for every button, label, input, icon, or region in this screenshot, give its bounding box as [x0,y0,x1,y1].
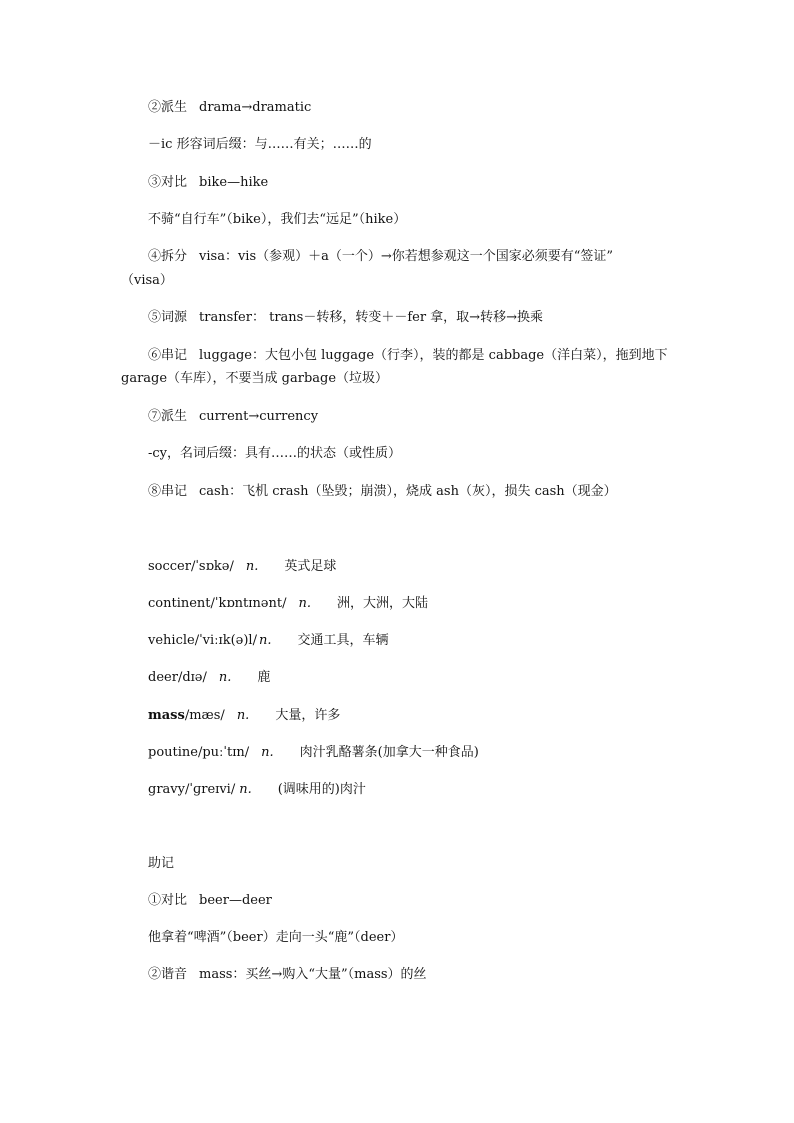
vocab-pos: n. [258,633,272,648]
vocab-pos: n. [261,745,274,760]
aid-tag: ②谐音 [148,967,188,982]
aid-text: －ic 形容词后缀：与……有关；……的 [148,137,372,152]
aid-compare-beer [148,893,272,909]
vocab-word: gravy [148,782,185,797]
vocab-meaning: 洲，大洲，大陆 [337,596,429,611]
aid-derivation-current [148,409,318,425]
vocab-entry [148,670,270,686]
aid-text: -cy，名词后缀：具有……的状态（或性质） [148,446,402,461]
vocab-word: vehicle [148,633,195,648]
aid-tag: ③对比 [148,175,188,190]
aid-etymology-transfer [148,310,543,326]
vocab-meaning: 鹿 [257,670,271,685]
vocab-phonetic: /ˈɡreɪvi/ [184,782,236,797]
vocab-phonetic: /ˈkɒntɪnənt/ [210,596,287,611]
aid-text: transfer： trans－转移，转变＋－fer 拿，取→转移→换乘 [199,310,543,325]
aid-text: cash：飞机 crash（坠毁；崩溃），烧成 ash（灰），损失 cash（现金） [199,484,617,499]
aid-text: mass：买丝→购入“大量”（mass）的丝 [199,967,427,982]
section-heading-memory-aids: 助记 [148,856,175,871]
aid-derivation-drama [148,100,311,116]
vocab-entry [148,559,336,575]
vocab-phonetic: /mæs/ [184,708,225,723]
aid-split-visa-cont [121,273,173,289]
aid-tag: ⑦派生 [148,409,188,424]
aid-chain-cash [148,484,617,500]
aid-text: luggage：大包小包 luggage（行李），装的都是 cabbage（洋白菜），拖到地下 [199,348,668,363]
vocab-phonetic: /ˈsɒkə/ [190,559,234,574]
aid-tag: ⑥串记 [148,348,188,363]
aid-compare-bike [148,175,268,191]
aid-text: current→currency [199,409,319,424]
vocab-word: mass [148,708,185,723]
vocab-pos: n. [245,559,259,574]
vocab-meaning: 交通工具，车辆 [297,633,389,648]
vocab-phonetic: /ˈviːɪk(ə)l/ [194,633,257,648]
vocab-pos: n. [236,708,250,723]
aid-text: bike—hike [199,175,269,190]
vocab-meaning: (调味用的)肉汁 [277,782,366,797]
aid-text: drama→dramatic [199,100,312,115]
vocab-word: poutine [148,745,198,760]
vocab-entry [148,745,479,761]
aid-text: visa：vis（参观）＋a（一个）→你若想参观这一个国家必须要有“签证” [199,249,614,264]
aid-tag: ④拆分 [148,249,188,264]
aid-tag: ⑧串记 [148,484,188,499]
aid-tag: ①对比 [148,893,188,908]
vocab-word: soccer [148,559,191,574]
aid-text: beer—deer [199,893,272,908]
vocab-pos: n. [298,596,311,611]
vocab-meaning: 肉汁乳酪薯条(加拿大一种食品) [299,745,479,760]
aid-chain-luggage [148,348,668,364]
aid-split-visa [148,249,613,265]
aid-text: 他拿着“啤酒”（beer）走向一头“鹿”（deer） [148,930,404,945]
aid-text: （visa） [121,273,173,288]
aid-tag: ②派生 [148,100,188,115]
aid-homophone-mass [148,967,427,983]
vocab-pos: n. [218,670,232,685]
aid-suffix-cy [148,446,401,462]
vocab-phonetic: /dɪə/ [177,670,207,685]
vocab-pos: n. [239,782,252,797]
aid-suffix-ic [148,137,372,153]
vocab-word: continent [148,596,211,611]
vocab-word: deer [148,670,178,685]
aid-chain-luggage-cont [121,371,388,387]
aid-tag: ⑤词源 [148,310,188,325]
vocab-meaning: 英式足球 [284,559,337,574]
vocab-entry [148,708,340,724]
vocab-meaning: 大量，许多 [275,708,341,723]
aid-beer-sentence [148,930,403,946]
vocab-phonetic: /puːˈtɪn/ [197,745,250,760]
aid-text: garage（车库），不要当成 garbage（垃圾） [121,371,389,386]
vocab-entry [148,596,428,612]
aid-bike-sentence [148,212,406,228]
aid-text: 不骑“自行车”（bike），我们去“远足”（hike） [148,212,407,227]
vocab-entry [148,782,366,798]
vocab-entry [148,633,388,649]
